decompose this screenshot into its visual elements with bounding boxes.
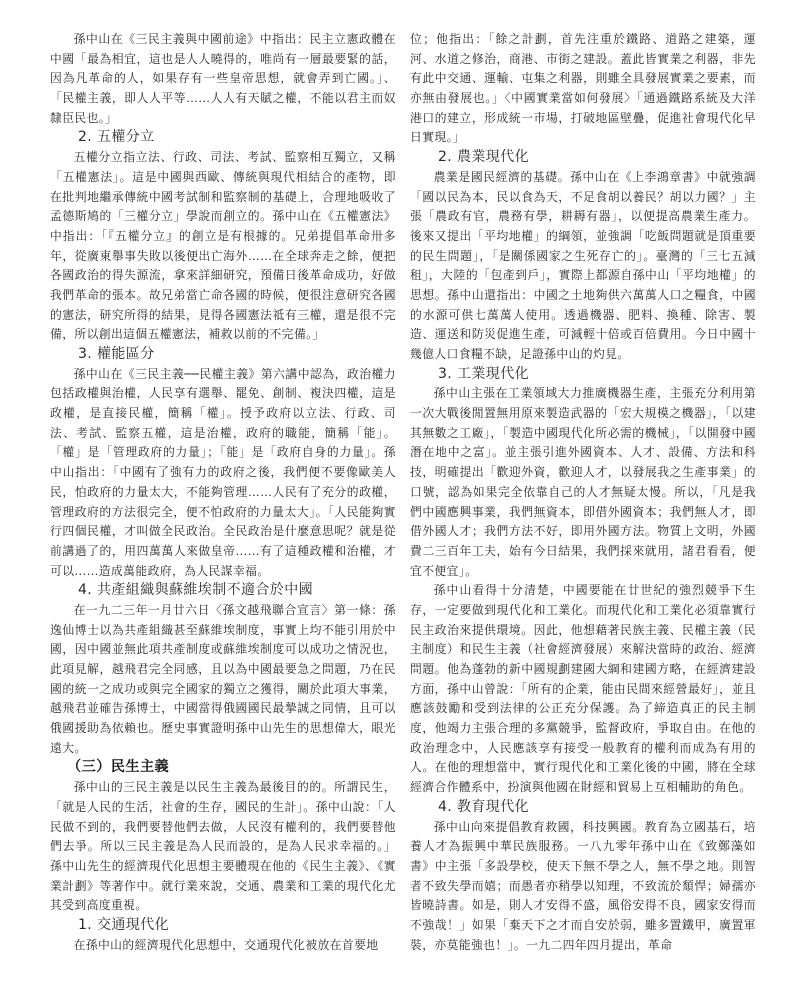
paragraph: 孫中山在《三民主義與中國前途》中指出：民主立憲政體在中國「最為相宜，這也是人人曉得的，唯尚有一層最要緊的話，因為凡革命的人，如果存有一些皇帝思想，就會弄到亡國。」、「民權主義，即人人平等……人人有天賦之權，不能以君主而奴隸臣民也。」	[50, 32, 396, 125]
right-column	[410, 30, 756, 955]
paragraph: 在一九二三年一月廿六日〈孫文越飛聯合宣言〉第一條：孫逸仙博士以為共產組織甚至蘇維埃制度，事實上均不能引用於中國，因中國並無此項共產制度或蘇維埃制度可以成功之情況也，此項見解，越飛君完全同感，且以為中國最要急之問題，乃在民國的統一之成功或與完全國家的獨立之獲得，關於此項大事業，越飛君並確告孫博士，中國當得俄國國民最摯誠之同情，且可以俄國援助為依賴也。歷史事實證明孫中山先生的思想偉大，眼光遠大。	[50, 602, 396, 755]
section-heading: 3. 工業現代化	[438, 365, 530, 382]
paragraph: 孫中山看得十分清楚，中國要能在廿世紀的強烈競爭下生存，一定要做到現代化和工業化。而現代化和工業化必須靠實行民主政治來提供環境。因此，他想藉著民族主義、民權主義（民主制度）和民生主義（社會經濟發展）來解決當時的政治、經濟問題。他為蓬勃的新中國規劃建國大綱和建國方略，在經濟建設方面，孫中山曾說：「所有的企業，能由民間來經營最好」，並且應該鼓勵和受到法律的公正充分保護。為了締造真正的民主制度，他竭力主張合理的多黨競爭，監督政府，爭取自由。在他的政治理念中，人民應該享有接受一般教育的權利而成為有用的人。在他的理想當中，實行現代化和工業化後的中國，將在全球經濟合作體系中，扮演與他國在財經和貿易上互相輔助的角色。	[410, 583, 756, 795]
section-heading: 4. 共產組織與蘇維埃制不適合於中國	[78, 582, 314, 599]
paragraph: 孫中山在《三民主義──民權主義》第六講中認為，政治權力包括政權與治權，人民享有選舉、罷免、創制、複決四權，這是政權，是直接民權，簡稱「權」。授予政府以立法、行政、司法、考試、監察五權，這是治權，政府的職能，簡稱「能」。「權」是「管理政府的力量」；「能」是「政府自身的力量」。孫中山指出：「中國有了強有力的政府之後，我們便不要像歐美人民，怕政府的力量太大，不能夠管理……人民有了充分的政權，管理政府的方法很完全，便不怕政府的力量太大」。「人民能夠實行四個民權，才叫做全民政治。全民政治是什麼意思呢？就是從前講過了的，用四萬萬人來做皇帝……有了這種政權和治權，才可以……造成萬能政府，為人民謀幸福。	[50, 366, 396, 578]
section-heading: 3. 權能區分	[78, 346, 155, 362]
section-heading: 4. 教育現代化	[438, 798, 530, 815]
paragraph-continued: 位；他指出：「餘之計劃，首先注重於鐵路、道路之建築，運河、水道之修治，商港、市街之建設。蓋此皆實業之利器，非先有此中交通、運輸、屯集之利器，則雖全具發展實業之要素，而亦無由發展也。」〈中國實業當如何發展〉「通過鐵路系統及大洋港口的建立，形成統一市場，打破地區壁疊，促進社會現代化早日實現。」	[410, 32, 756, 145]
left-column	[50, 30, 396, 955]
section-heading: 2. 五權分立	[78, 129, 155, 146]
paragraph: 在孫中山的經濟現代化思想中，交通現代化被放在首要地	[73, 937, 379, 952]
paragraph: 孫中山主張在工業領域大力推廣機器生產，主張充分利用第一次大戰後閒置無用原來製造武器的「宏大規模之機器」，「以建其無數之工廠」，「製造中國現代化所必需的機械」，「以開發中國潛在地中之富」。並主張引進外國資本、人才、設備、方法和科技，明確提出「歡迎外資，歡迎人才，以發展我之生產事業」的口號，認為如果完全依靠自己的人才無疑太慢。所以，「凡是我們中國應興事業，我們無資本，即借外國資本；我們無人才，即借外國人才；我們方法不好，即用外國方法。物質上文明，外國費二三百年工夫，始有今日結果，我們採來就用，諸君看看，便宜不便宜」。	[410, 386, 756, 578]
paragraph: 五權分立指立法、行政、司法、考試、監察相互獨立，又稱「五權憲法」。這是中國與西歐、傳統與現代相結合的產物，即在批判地繼承傳統中國考試制和監察制的基礎上，合理地吸收了孟德斯鳩的「三權分立」學說而創立的。孫中山在《五權憲法》中指出：「『五權分立』的創立是有根據的。兄弟提倡革命卅多年，從廣東舉事失敗以後便出亡海外……在全球奔走之餘，便把各國政治的得失源流，拿來詳細研究，預備日後革命成功，好做我們革命的張本。故兄弟當亡命各國的時候，便很注意研究各國的憲法，研究所得的結果，見得各國憲法祗有三權，還是很不完備，所以創出這個五權憲法，補救以前的不完備。」	[50, 150, 396, 342]
section-heading: 2. 農業現代化	[438, 149, 530, 166]
paragraph: 農業是國民經濟的基礎。孫中山在《上李鴻章書》中就強調「國以民為本，民以食為天，不足食胡以養民？胡以力國？」主張「農政有官，農務有學，耕耨有器」，以便提高農業生產力。後來又提出「平均地權」的綱領，並強調「吃飯問題就是頂重要的民生問題」，「是關係國家之生死存亡的」。臺灣的「三七五減租」，大陸的「包產到戶」，實際上都源自孫中山「平均地權」的思想。孫中山還指出：中國之土地夠供六萬萬人口之糧食，中國的水源可供七萬萬人使用。透過機器、肥料、換種、除害、製造、運送和防災促進生產，可減輕十倍或百倍費用。今日中國十幾億人口食糧不缺，足證孫中山的灼見。	[410, 169, 756, 361]
section-title: （三）民生主義	[67, 759, 170, 776]
paragraph: 孫中山的三民主義是以民生主義為最後目的的。所謂民生，「就是人民的生活，社會的生存，國民的生計」。孫中山說：「人民做不到的，我們要替他們去做，人民沒有權利的，我們要替他們去爭。所以三民主義是為人民而設的，是為人民求幸福的。」孫中山先生的經濟現代化思想主要體現在他的《民生主義》、《實業計劃》等著作中。就行業來說，交通、農業和工業的現代化尤其受到高度重視。	[50, 780, 396, 913]
section-heading: 1. 交通現代化	[78, 916, 170, 933]
paragraph: 孫中山向來提倡教育救國，科技興國。教育為立國基石，培養人才為振興中華民族服務。一八九零年孫中山在《致鄭藻如書》中主張「多設學校，使天下無不學之人，無不學之地。則智者不致失學而嬉；而愚者亦稍學以知理，不致流於頹悍；婦孺亦皆曉詩書。如是，則人才安得不盛，風俗安得不良，國家安得而不強哉！」如果「棄天下之才而自安於弱，雖多置鐵甲，廣置軍裝，亦莫能強也！」。一九二四年四月提出，革命	[410, 819, 756, 952]
